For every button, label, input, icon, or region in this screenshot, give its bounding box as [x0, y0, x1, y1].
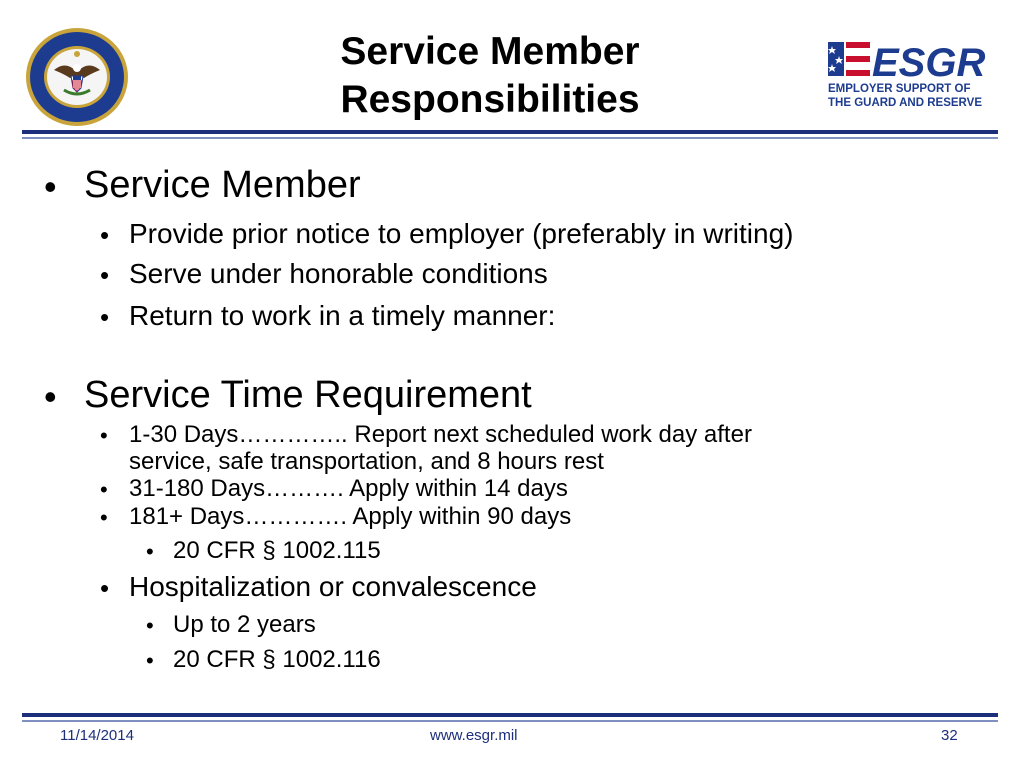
bullet-icon: • [100, 220, 110, 250]
bullet-icon: • [100, 505, 108, 530]
title-line-2: Responsibilities [340, 78, 640, 121]
bullet-icon: • [44, 166, 57, 207]
bullet-icon: • [100, 477, 108, 502]
list-item: Up to 2 years [173, 611, 316, 638]
department-of-defense-seal [24, 26, 130, 128]
title-line-1: Service Member [340, 30, 640, 73]
footer-rule-thick [22, 713, 998, 717]
footer-url: www.esgr.mil [430, 727, 518, 744]
list-item: Serve under honorable conditions [129, 258, 548, 289]
bullet-icon: • [100, 260, 110, 290]
esgr-tagline-1: EMPLOYER SUPPORT OF [828, 83, 971, 95]
bullet-icon: • [100, 302, 110, 332]
footer-date: 11/14/2014 [60, 727, 134, 744]
esgr-logo [826, 40, 998, 112]
header-rule-thick [22, 130, 998, 134]
list-item: Hospitalization or convalescence [129, 571, 537, 602]
list-item: 20 CFR § 1002.116 [173, 646, 381, 673]
bullet-icon: • [146, 539, 154, 564]
bullet-icon: • [146, 613, 154, 638]
list-item: Return to work in a timely manner: [129, 300, 556, 331]
slide-title [200, 28, 780, 124]
esgr-wordmark: ESGR [872, 41, 986, 85]
list-item: 181+ Days…………. Apply within 90 days [129, 503, 572, 530]
bullet-icon: • [100, 423, 108, 448]
list-item-text: 1-30 Days………….. Report next scheduled work day after [129, 421, 752, 448]
section-heading-service-time: Service Time Requirement [84, 374, 532, 416]
footer-rule-thin [22, 720, 998, 722]
esgr-tagline-2: THE GUARD AND RESERVE [828, 97, 982, 109]
list-item: 20 CFR § 1002.115 [173, 537, 381, 564]
footer-page-number: 32 [941, 727, 958, 744]
bullet-icon: • [146, 648, 154, 673]
list-item: Provide prior notice to employer (preferably in writing) [129, 218, 794, 249]
section-heading-service-member: Service Member [84, 164, 361, 206]
list-item-text: service, safe transportation, and 8 hours rest [129, 448, 604, 475]
bullet-icon: • [100, 573, 110, 603]
list-item: 31-180 Days………. Apply within 14 days [129, 475, 568, 502]
bullet-icon: • [44, 376, 57, 417]
header-rule-thin [22, 137, 998, 139]
